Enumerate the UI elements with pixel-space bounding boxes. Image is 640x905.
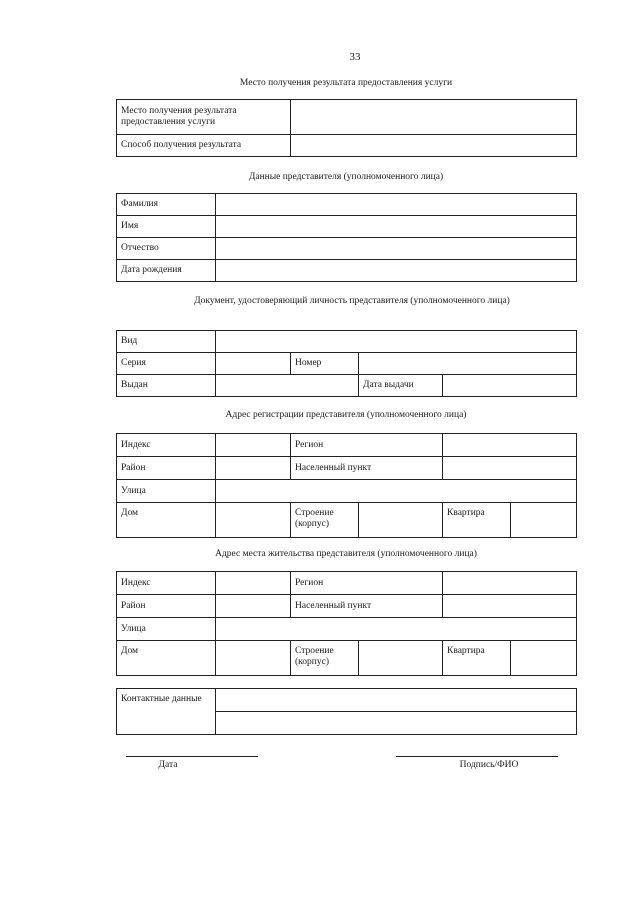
result-method-label: Способ получения результата [117,135,291,157]
reg-index-field[interactable] [216,434,291,457]
reg-building-field[interactable] [359,503,443,538]
page-number: 33 [349,51,361,63]
reg-locality-field[interactable] [443,457,577,480]
res-region-label: Регион [291,572,443,595]
reg-region-field[interactable] [443,434,577,457]
reg-address-heading: Адрес регистрации представителя (уполномоченного лица) [225,410,467,420]
res-index-field[interactable] [216,572,291,595]
surname-field[interactable] [216,194,577,216]
contacts-label: Контактные данные [117,689,216,735]
res-apartment-label: Квартира [443,641,511,676]
reg-region-label: Регион [291,434,443,457]
birthdate-label: Дата рождения [117,260,216,282]
reg-house-field[interactable] [216,503,291,538]
name-field[interactable] [216,216,577,238]
res-district-field[interactable] [216,595,291,618]
doc-section-heading: Документ, удостоверяющий личность представителя (уполномоченного лица) [194,296,510,306]
rep-section-heading: Данные представителя (уполномоченного лица) [248,172,444,182]
reg-address-table [116,433,577,538]
birthdate-field[interactable] [216,260,577,282]
contacts-field-2[interactable] [216,712,577,735]
reg-district-field[interactable] [216,457,291,480]
reg-building-label: Строение (корпус) [291,503,359,538]
res-building-field[interactable] [359,641,443,676]
rep-table [116,193,577,282]
signature-label: Подпись/ФИО [459,760,519,770]
reg-house-label: Дом [117,503,216,538]
res-street-label: Улица [117,618,216,641]
result-method-field[interactable] [291,135,577,157]
res-address-heading: Адрес места жительства представителя (уполномоченного лица) [215,549,477,559]
name-label: Имя [117,216,216,238]
reg-district-label: Район [117,457,216,480]
reg-street-label: Улица [117,480,216,503]
res-region-field[interactable] [443,572,577,595]
surname-label: Фамилия [117,194,216,216]
doc-issued-label: Выдан [117,375,216,397]
res-index-label: Индекс [117,572,216,595]
doc-number-label: Номер [291,353,359,375]
doc-table [116,330,577,397]
reg-index-label: Индекс [117,434,216,457]
res-district-label: Район [117,595,216,618]
result-place-label: Место получения результата предоставления услуги [117,100,291,135]
reg-apartment-label: Квартира [443,503,511,538]
res-locality-field[interactable] [443,595,577,618]
date-signature-line [126,756,258,757]
doc-number-field[interactable] [359,353,577,375]
doc-series-label: Серия [117,353,216,375]
reg-apartment-field[interactable] [511,503,577,538]
contacts-field-1[interactable] [216,689,577,712]
doc-series-field[interactable] [216,353,291,375]
doc-issue-date-field[interactable] [443,375,577,397]
res-building-label: Строение (корпус) [291,641,359,676]
res-house-label: Дом [117,641,216,676]
res-address-table [116,571,577,676]
doc-issue-date-label: Дата выдачи [359,375,443,397]
reg-locality-label: Населенный пункт [291,457,443,480]
doc-issued-field[interactable] [216,375,359,397]
contacts-table [116,688,577,735]
res-street-field[interactable] [216,618,577,641]
date-label: Дата [158,760,178,770]
signature-line [396,756,558,757]
patronymic-field[interactable] [216,238,577,260]
doc-type-field[interactable] [216,331,577,353]
patronymic-label: Отчество [117,238,216,260]
result-table [116,99,577,157]
res-apartment-field[interactable] [511,641,577,676]
result-section-heading: Место получения результата предоставления услуги [239,78,453,88]
res-locality-label: Населенный пункт [291,595,443,618]
reg-street-field[interactable] [216,480,577,503]
result-place-field[interactable] [291,100,577,135]
res-house-field[interactable] [216,641,291,676]
doc-type-label: Вид [117,331,216,353]
